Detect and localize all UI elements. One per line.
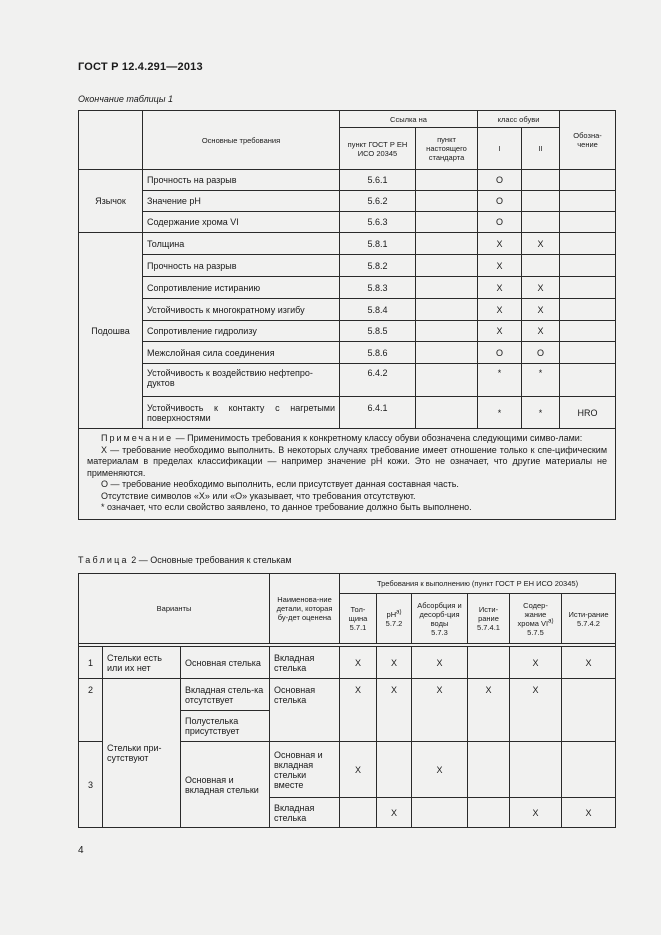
t1-ref-this	[416, 321, 478, 342]
t1-class-2: X	[522, 277, 560, 299]
t1-ref-this	[416, 397, 478, 429]
t2-part: Вкладная стелька	[270, 647, 340, 679]
t2-cell: X	[340, 647, 377, 679]
t1-req: Толщина	[143, 233, 340, 255]
t1-ref: 5.8.3	[340, 277, 416, 299]
t1-class-1: О	[478, 212, 522, 233]
t1-class-1: X	[478, 299, 522, 321]
t2-subvariant: Полустелька присутствует	[181, 711, 270, 742]
t1-class-1: *	[478, 397, 522, 429]
t1-class-1: X	[478, 277, 522, 299]
t1-ref-this	[416, 342, 478, 364]
t1-class-2	[522, 170, 560, 191]
t2-cell: X	[562, 647, 616, 679]
t2-subvariant: Основная и вкладная стельки	[181, 742, 270, 828]
t2-head-chrome: Содер-жание хрома VI$^{a)}$ 5.7.5	[510, 594, 562, 644]
t1-designation	[560, 277, 616, 299]
t1-class-1: О	[478, 170, 522, 191]
t2-cell	[377, 742, 412, 798]
t2-part: Основная и вкладная стельки вместе	[270, 742, 340, 798]
t2-cell: X	[562, 798, 616, 828]
t1-designation	[560, 321, 616, 342]
t2-cell: X	[510, 798, 562, 828]
document-code: ГОСТ Р 12.4.291—2013	[78, 61, 203, 73]
t1-class-1: О	[478, 191, 522, 212]
t2-cell: X	[510, 679, 562, 742]
t1-ref-this	[416, 364, 478, 397]
t1-class-2: О	[522, 342, 560, 364]
t2-variant: Стельки есть или их нет	[103, 647, 181, 679]
t1-class-2: X	[522, 299, 560, 321]
t1-ref-this	[416, 212, 478, 233]
t1-class-1: О	[478, 342, 522, 364]
t1-designation	[560, 299, 616, 321]
t2-head-water: Абсорбция и десорб-ция воды 5.7.3	[412, 594, 468, 644]
table1-caption: Окончание таблицы 1	[78, 94, 173, 104]
t1-class-1: X	[478, 255, 522, 277]
t1-class-2	[522, 255, 560, 277]
t2-head-variants: Варианты	[79, 574, 270, 644]
t2-cell: X	[412, 679, 468, 742]
t1-ref-this	[416, 277, 478, 299]
t2-cell	[340, 798, 377, 828]
t2-cell	[510, 742, 562, 798]
t2-head-ph: $рН^{a)}$ 5.7.2	[377, 594, 412, 644]
t2-part: Основная стелька	[270, 679, 340, 742]
t2-variant: Стельки при-сутствуют	[103, 679, 181, 828]
t2-cell	[468, 742, 510, 798]
t2-cell: X	[412, 647, 468, 679]
table1	[78, 110, 616, 520]
t2-cell	[468, 647, 510, 679]
note-label: Примечание	[101, 433, 174, 443]
t2-part: Вкладная стелька	[270, 798, 340, 828]
t2-head-requirements: Требования к выполнению (пункт ГОСТ Р ЕН ИСО 20345)	[340, 574, 616, 594]
t1-req: Устойчивость к воздействию нефтепро-дуктов	[143, 364, 340, 397]
t1-designation: HRO	[560, 397, 616, 429]
t1-class-2	[522, 212, 560, 233]
t2-head-abrasion-2: Исти-рание 5.7.4.2	[562, 594, 616, 644]
t2-row-number: 2	[79, 679, 103, 742]
t1-req: Устойчивость к многократному изгибу	[143, 299, 340, 321]
t1-ref: 6.4.2	[340, 364, 416, 397]
t1-req: Сопротивление гидролизу	[143, 321, 340, 342]
t2-cell	[562, 742, 616, 798]
t1-req: Прочность на разрыв	[143, 255, 340, 277]
t2-row-number: 1	[79, 647, 103, 679]
t2-cell: X	[377, 679, 412, 742]
t1-class-2: *	[522, 364, 560, 397]
t2-cell	[468, 798, 510, 828]
table2-caption: Таблица 2 — Основные требования к стелькам	[78, 555, 292, 565]
t1-head-designation: Обозна-чение	[560, 111, 616, 170]
t2-cell: X	[340, 742, 377, 798]
t1-req: Содержание хрома VI	[143, 212, 340, 233]
t1-ref: 5.8.2	[340, 255, 416, 277]
note-line: Отсутствие символов «X» или «О» указывает, что требования отсутствуют.	[101, 490, 416, 501]
t1-req: Устойчивость к контакту с нагретыми поверхностями	[143, 397, 340, 429]
t1-ref: 5.8.5	[340, 321, 416, 342]
t1-head-ref-std: пункт ГОСТ Р ЕН ИСО 20345	[340, 128, 416, 170]
t1-head-blank	[79, 111, 143, 170]
t1-req: Значение рН	[143, 191, 340, 212]
t1-head-class: класс обуви	[478, 111, 560, 128]
t1-class-2	[522, 191, 560, 212]
t1-class-1: X	[478, 321, 522, 342]
t2-cell	[562, 679, 616, 742]
t1-ref-this	[416, 299, 478, 321]
t1-designation	[560, 191, 616, 212]
t1-ref-this	[416, 191, 478, 212]
t1-req: Межслойная сила соединения	[143, 342, 340, 364]
t2-cell: X	[468, 679, 510, 742]
t2-cell: X	[412, 742, 468, 798]
t2-subvariant: Основная стелька	[181, 647, 270, 679]
t1-group-sole: Подошва	[79, 233, 143, 429]
t1-note	[79, 429, 616, 520]
t1-designation	[560, 233, 616, 255]
t1-designation	[560, 212, 616, 233]
t1-designation	[560, 255, 616, 277]
t2-head-thickness: Тол-щина 5.7.1	[340, 594, 377, 644]
page-number: 4	[78, 845, 84, 856]
table2	[78, 573, 616, 828]
t2-row-number: 3	[79, 742, 103, 828]
t1-group-tongue: Язычок	[79, 170, 143, 233]
t1-head-requirements: Основные требования	[143, 111, 340, 170]
t1-ref: 5.6.1	[340, 170, 416, 191]
note-line: * означает, что если свойство заявлено, то данное требование должно быть выполнено.	[101, 502, 472, 512]
t1-head-class-2: II	[522, 128, 560, 170]
t1-ref: 5.6.2	[340, 191, 416, 212]
t2-cell: X	[377, 647, 412, 679]
t1-ref-this	[416, 170, 478, 191]
note-line: X — требование необходимо выполнить. В некоторых случаях требование имеет отношение только к спе-цифическим материалам в пределах классификации — например значение рН кожи. Это не означает, что другие материалы не применяются.	[87, 444, 608, 478]
t1-ref: 5.8.6	[340, 342, 416, 364]
t1-ref: 5.8.1	[340, 233, 416, 255]
t2-cell: X	[340, 679, 377, 742]
t1-class-2: *	[522, 397, 560, 429]
t2-subvariant: Вкладная стель-ка отсутствует	[181, 679, 270, 711]
t1-class-1: X	[478, 233, 522, 255]
t2-cell: X	[377, 798, 412, 828]
t1-designation	[560, 364, 616, 397]
t1-ref: 5.6.3	[340, 212, 416, 233]
note-line: О — требование необходимо выполнить, если присутствует данная составная часть.	[101, 479, 459, 489]
t1-req: Сопротивление истиранию	[143, 277, 340, 299]
t1-req: Прочность на разрыв	[143, 170, 340, 191]
t1-class-2: X	[522, 233, 560, 255]
t1-designation	[560, 170, 616, 191]
t1-ref: 5.8.4	[340, 299, 416, 321]
t2-head-part: Наименова-ние детали, которая бу-дет оценена	[270, 574, 340, 644]
t1-head-reference: Ссылка на	[340, 111, 478, 128]
t2-cell: X	[510, 647, 562, 679]
t1-ref-this	[416, 233, 478, 255]
t1-head-ref-this: пункт настоящего стандарта	[416, 128, 478, 170]
note-intro: — Применимость требования к конкретному классу обуви обозначена следующими симво-лами:	[173, 433, 583, 443]
t1-class-2: X	[522, 321, 560, 342]
t1-ref-this	[416, 255, 478, 277]
t1-class-1: *	[478, 364, 522, 397]
t2-cell	[412, 798, 468, 828]
t2-head-abrasion-1: Исти-рание 5.7.4.1	[468, 594, 510, 644]
t1-designation	[560, 342, 616, 364]
t1-head-class-1: I	[478, 128, 522, 170]
t1-ref: 6.4.1	[340, 397, 416, 429]
